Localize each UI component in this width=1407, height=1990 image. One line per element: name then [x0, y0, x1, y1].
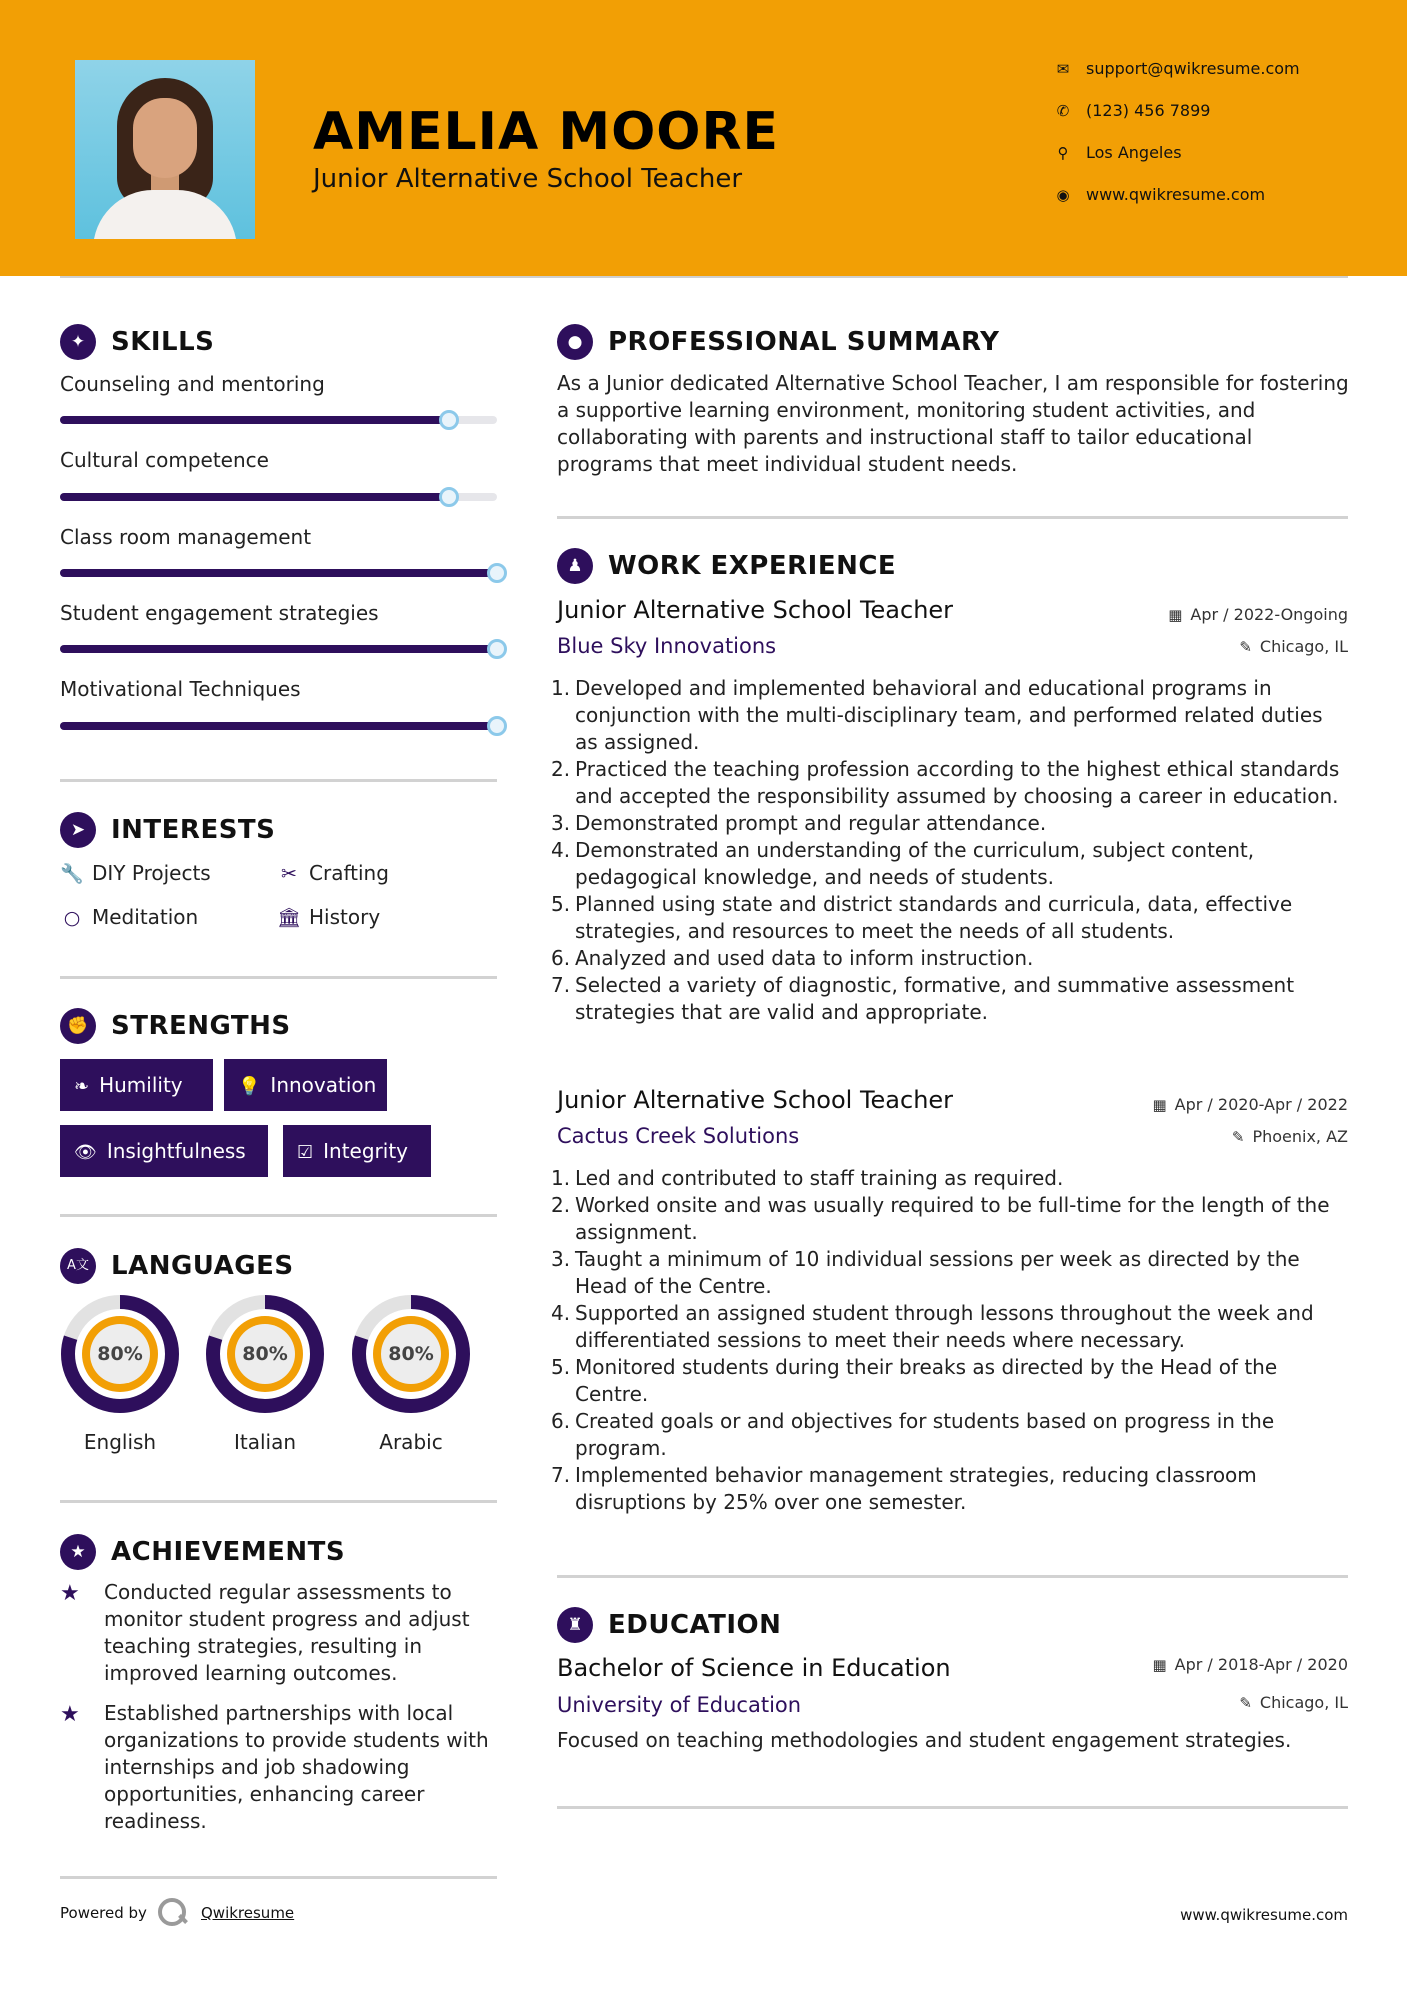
calendar-icon: ▦ [1152, 1096, 1167, 1114]
strength-badge: ☑ Integrity [283, 1125, 431, 1177]
header-banner [0, 0, 1407, 276]
list-item: 1. Led and contributed to staff training as required. [551, 1166, 1064, 1190]
globe-icon: ◉ [1056, 186, 1070, 204]
job-title: Junior Alternative School Teacher [557, 1086, 954, 1114]
skill-bar [60, 722, 497, 730]
skill-bar [60, 569, 497, 577]
list-item: 4. Demonstrated an understanding of the curriculum, subject content, pedagogical knowledge, and needs of students. [551, 838, 1255, 889]
skill-label: Motivational Techniques [60, 677, 301, 701]
language-name: Arabic [379, 1430, 443, 1454]
contact-website[interactable]: ◉ www.qwikresume.com [1050, 183, 1265, 207]
briefcase-user-icon: ♟ [557, 548, 593, 584]
education-degree: Bachelor of Science in Education [557, 1654, 951, 1682]
star-badge-icon: ★ [60, 1534, 96, 1570]
section-divider [557, 516, 1348, 519]
education-heading: EDUCATION [608, 1610, 782, 1640]
language-name: English [83, 1430, 157, 1454]
profile-photo [75, 60, 255, 239]
list-item: 6. Created goals or and objectives for students based on progress in the program. [551, 1409, 1275, 1460]
section-divider [60, 1214, 497, 1217]
calendar-icon: ▦ [1152, 1656, 1167, 1674]
job-location: ✎ Phoenix, AZ [1231, 1127, 1348, 1146]
contact-phone[interactable]: ✆ (123) 456 7899 [1050, 99, 1210, 123]
language-ring [60, 1294, 180, 1414]
language-icon: A文 [60, 1248, 96, 1284]
skill-bar [60, 416, 497, 424]
section-divider [60, 976, 497, 979]
section-divider [60, 1876, 497, 1879]
skill-bar [60, 645, 497, 653]
circle-icon: ○ [63, 907, 81, 929]
list-item: 2. Practiced the teaching profession according to the highest ethical standards and accepted the responsibility assumed by choosing a career in education. [551, 757, 1340, 808]
contact-email[interactable]: ✉ support@qwikresume.com [1050, 57, 1300, 81]
skills-heading: SKILLS [111, 327, 215, 357]
powered-by-label: Powered by [60, 1904, 147, 1922]
language-name: Italian [233, 1430, 297, 1454]
section-divider [557, 1575, 1348, 1578]
skill-label: Counseling and mentoring [60, 372, 325, 396]
list-item: 1. Developed and implemented behavioral and educational programs in conjunction with the multi-disciplinary team, and performed related duties as assigned. [551, 676, 1323, 754]
list-item: 7. Selected a variety of diagnostic, formative, and summative assessment strategies that are valid and appropriate. [551, 973, 1295, 1024]
interest-item: 🔧 DIY Projects [60, 861, 211, 885]
footer-website-link[interactable]: www.qwikresume.com [1180, 1906, 1348, 1924]
interest-item: 🏛 History [277, 905, 381, 929]
museum-icon: 🏛 [277, 907, 302, 929]
user-icon: ● [557, 324, 593, 360]
paper-plane-icon: ➤ [60, 812, 96, 848]
qwikresume-link[interactable]: Qwikresume [201, 1904, 295, 1922]
language-percent: 80% [90, 1324, 150, 1384]
leaf-icon: ❧ [74, 1076, 90, 1097]
list-item: 4. Supported an assigned student through lessons throughout the week and differentiated sessions to meet their needs where necessary. [551, 1301, 1314, 1352]
language-percent: 80% [235, 1324, 295, 1384]
list-item: 6. Analyzed and used data to inform instruction. [551, 946, 1034, 970]
list-item: 7. Implemented behavior management strategies, reducing classroom disruptions by 25% over one semester. [551, 1463, 1257, 1514]
education-dates: ▦ Apr / 2018-Apr / 2020 [1152, 1655, 1348, 1674]
job-location: ✎ Chicago, IL [1239, 637, 1348, 656]
list-item: 5. Monitored students during their breaks as directed by the Head of the Centre. [551, 1355, 1278, 1406]
eye-icon: 👁 [74, 1142, 97, 1163]
language-percent: 80% [381, 1324, 441, 1384]
language-item [205, 1294, 325, 1454]
pin-icon: ✎ [1239, 1694, 1252, 1712]
section-divider [60, 1500, 497, 1503]
achievement-item: ★ Conducted regular assessments to monitor student progress and adjust teaching strategies, resulting in improved learning outcomes. [60, 1580, 470, 1685]
interests-heading: INTERESTS [111, 815, 276, 845]
shooting-star-icon: ★ [60, 1581, 80, 1606]
candidate-title: Junior Alternative School Teacher [313, 164, 743, 194]
list-item: 2. Worked onsite and was usually required to be full-time for the length of the assignment. [551, 1193, 1330, 1244]
candidate-name: AMELIA MOORE [313, 102, 780, 162]
experience-heading: WORK EXPERIENCE [608, 551, 897, 581]
section-divider [557, 1806, 1348, 1809]
job-bullets [551, 1165, 1351, 1516]
language-item [60, 1294, 180, 1454]
scissors-icon: ✂ [281, 863, 297, 885]
location-pin-icon: ⚲ [1057, 144, 1069, 162]
qwikresume-logo-icon [158, 1898, 186, 1926]
list-item: 3. Demonstrated prompt and regular attendance. [551, 811, 1047, 835]
education-location: ✎ Chicago, IL [1239, 1693, 1348, 1712]
skill-label: Student engagement strategies [60, 601, 379, 625]
job-company: Blue Sky Innovations [557, 634, 777, 658]
job-company: Cactus Creek Solutions [557, 1124, 800, 1148]
section-divider [60, 779, 497, 782]
list-item: 3. Taught a minimum of 10 individual sessions per week as directed by the Head of the Centre. [551, 1247, 1300, 1298]
header-divider [60, 276, 1348, 278]
fist-icon: ✊ [60, 1008, 96, 1044]
achievements-heading: ACHIEVEMENTS [111, 1537, 346, 1567]
graduate-icon: ♜ [557, 1607, 593, 1643]
strengths-heading: STRENGTHS [111, 1011, 291, 1041]
job-dates: ▦ Apr / 2022-Ongoing [1168, 605, 1348, 624]
strength-badge: ❧ Humility [60, 1059, 213, 1111]
interest-item: ○ Meditation [60, 904, 198, 931]
strength-badge: 👁 Insightfulness [60, 1125, 268, 1177]
language-ring [205, 1294, 325, 1414]
achievement-item: ★ Established partnerships with local organizations to provide students with internships and job shadowing opportunities, enhancing career readiness. [60, 1701, 489, 1833]
skill-bar [60, 493, 497, 501]
education-school: University of Education [557, 1693, 802, 1717]
summary-heading: PROFESSIONAL SUMMARY [608, 327, 1000, 357]
pin-icon: ✎ [1231, 1128, 1245, 1146]
list-item: 5. Planned using state and district standards and curricula, data, effective strategies, and resources to meet the needs of all students. [551, 892, 1293, 943]
language-ring [351, 1294, 471, 1414]
checkbox-icon: ☑ [297, 1142, 314, 1163]
interest-item: ✂ Crafting [277, 860, 389, 887]
strength-badge: 💡 Innovation [224, 1059, 387, 1111]
lightbulb-icon: ✦ [60, 324, 96, 360]
envelope-icon: ✉ [1056, 60, 1070, 78]
calendar-icon: ▦ [1168, 606, 1183, 624]
languages-heading: LANGUAGES [111, 1251, 294, 1281]
summary-text: As a Junior dedicated Alternative School Teacher, I am responsible for fostering a supportive learning environment, monitoring student activities, and collaborating with parents and instructional staff to tailor educational programs that meet individual student needs. [557, 371, 1349, 476]
skill-label: Cultural competence [60, 448, 269, 472]
job-bullets [551, 675, 1351, 1026]
phone-icon: ✆ [1056, 102, 1070, 120]
shooting-star-icon: ★ [60, 1702, 80, 1727]
wrench-icon: 🔧 [60, 863, 84, 885]
job-title: Junior Alternative School Teacher [557, 596, 954, 624]
education-description: Focused on teaching methodologies and student engagement strategies. [557, 1728, 1292, 1752]
contact-location: ⚲ Los Angeles [1050, 141, 1182, 165]
language-item [351, 1294, 471, 1454]
job-dates: ▦ Apr / 2020-Apr / 2022 [1152, 1095, 1348, 1114]
pin-icon: ✎ [1239, 638, 1252, 656]
skill-label: Class room management [60, 525, 312, 549]
lightbulb-icon: 💡 [238, 1076, 261, 1097]
